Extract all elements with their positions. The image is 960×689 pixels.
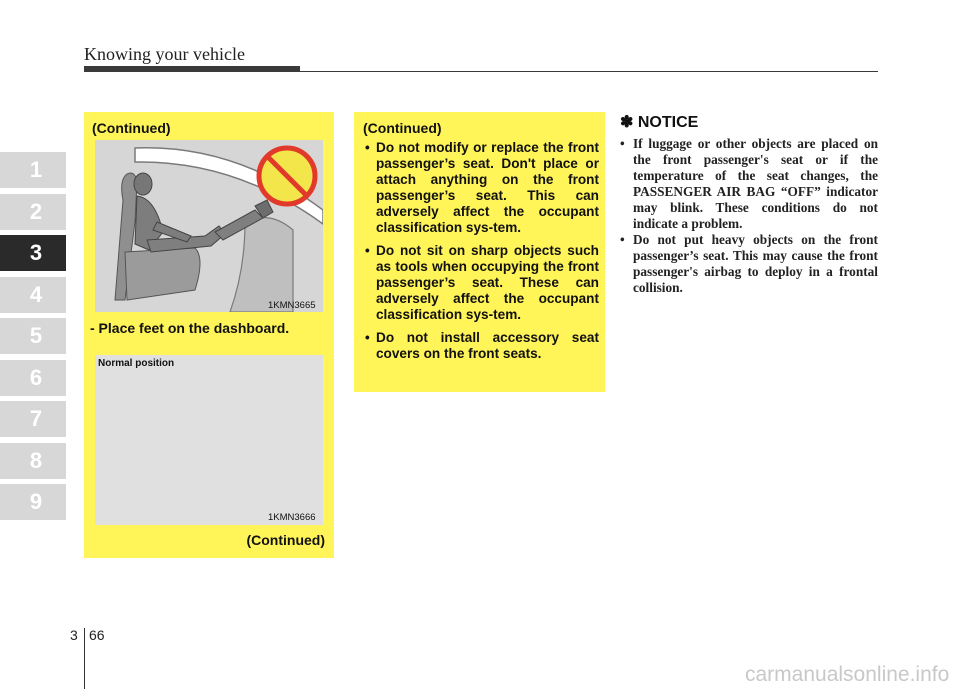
continued-label-mid: (Continued) [363,120,442,136]
chapter-tabs [0,152,66,526]
image-code-2: 1KMN3666 [268,512,316,523]
chapter-tab-9[interactable]: 9 [0,484,66,520]
chapter-tab-6[interactable]: 6 [0,360,66,396]
notice-list [620,136,878,296]
footer-rule [84,628,85,689]
warning-item-text: Do not install accessory seat covers on the front seats. [376,330,599,361]
image-code-1: 1KMN3665 [268,300,316,311]
header-rule-thick [84,66,300,72]
warning-item [363,330,599,362]
footer-chapter-number: 3 [70,627,78,643]
warning-panel-middle [354,112,605,392]
warning-item [363,140,599,236]
continued-label-top: (Continued) [92,120,171,136]
header-rule-thin [300,71,878,72]
chapter-tab-5[interactable]: 5 [0,318,66,354]
bullet-icon: • [365,243,370,258]
bullet-icon: • [365,140,370,155]
notice-section [620,112,878,296]
chapter-tab-3[interactable]: 3 [0,235,66,271]
chapter-tab-7[interactable]: 7 [0,401,66,437]
bullet-icon: • [620,136,625,151]
notice-item-text: Do not put heavy objects on the front passenger’s seat. This may cause the front passenger's airbag to deploy in a frontal collision. [633,232,878,295]
chapter-tab-1[interactable]: 1 [0,152,66,188]
feet-on-dashboard-illustration [95,140,323,312]
watermark: carmanualsonline.info [745,663,950,686]
normal-position-illustration [95,355,323,525]
page-header-title: Knowing your vehicle [84,44,245,64]
bullet-icon: • [620,232,625,247]
normal-position-label: Normal position [98,358,175,369]
chapter-tab-4[interactable]: 4 [0,277,66,313]
warning-item [363,243,599,323]
figure-caption: - Place feet on the dashboard. [90,320,290,336]
chapter-tab-8[interactable]: 8 [0,443,66,479]
continued-label-bottom: (Continued) [246,532,325,548]
warning-list [363,140,599,369]
notice-item-text: If luggage or other objects are placed on the front passenger's seat or if the temperature of the seat changes, the PASSENGER AIR BAG “OFF” indicator may blink. These conditions do not indicate a problem. [633,136,878,231]
bullet-icon: • [365,330,370,345]
notice-item [620,136,878,232]
warning-item-text: Do not sit on sharp objects such as tools when occupying the front passenger’s seat. These can adversely affect the occupant classification sys-tem. [376,243,599,322]
notice-item [620,232,878,296]
notice-title: ✽ NOTICE [620,114,699,131]
chapter-tab-2[interactable]: 2 [0,194,66,230]
prohibition-sign-icon [259,148,315,204]
warning-item-text: Do not modify or replace the front passenger’s seat. Don't place or attach anything on the front passenger’s seat. This can adversely affect the occupant classification sys-tem. [376,140,599,235]
footer-page-number: 66 [89,627,105,643]
